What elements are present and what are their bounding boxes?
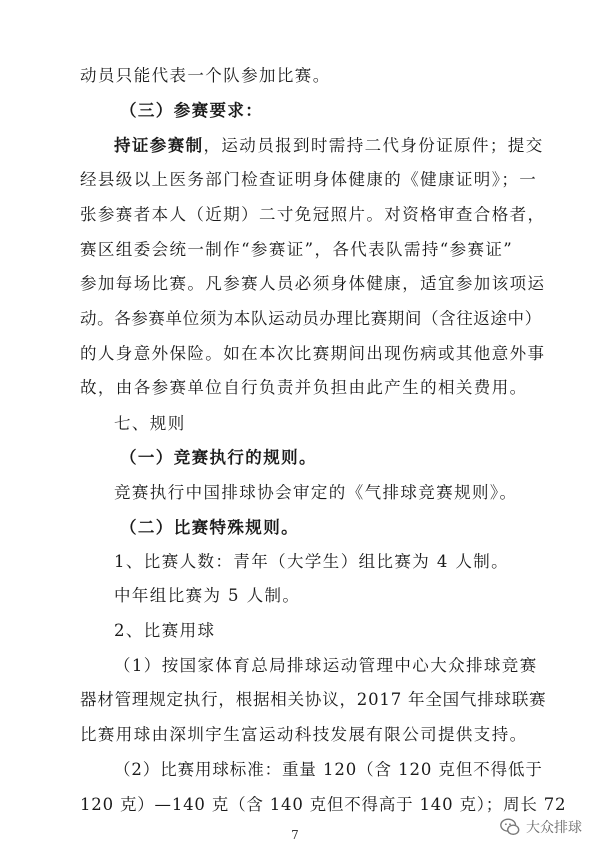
- paragraph-line: [114, 136, 544, 156]
- page-number: 7: [291, 828, 299, 842]
- paragraph-line: 120 克）—140 克（含 140 克但不得高于 140 克）；周长 72: [80, 795, 567, 814]
- bold-term: 持证参赛制: [114, 136, 204, 155]
- paragraph-line: 动。各参赛单位须为本队运动员办理比赛期间（含往返途中）: [80, 309, 542, 328]
- paragraph-line: 器材管理规定执行，根据相关协议，2017 年全国气排球联赛: [80, 690, 547, 709]
- paragraph-text: ，运动员报到时需持二代身份证原件；提交: [203, 136, 544, 155]
- section-heading: （三）参赛要求：: [120, 101, 264, 120]
- paragraph-line: （1）按国家体育总局排球运动管理中心大众排球竞赛: [114, 656, 538, 675]
- paragraph-line: （2）比赛用球标准：重量 120（含 120 克但不得低于: [114, 760, 543, 779]
- paragraph-line: 比赛用球由深圳宇生富运动科技发展有限公司提供支持。: [80, 725, 528, 744]
- paragraph-line: 经县级以上医务部门检查证明身体健康的《健康证明》；一: [80, 170, 538, 189]
- paragraph-line: 故，由各参赛单位自行负责并负担由此产生的相关费用。: [80, 378, 528, 397]
- wechat-icon: [499, 816, 521, 838]
- paragraph-line: 张参赛者本人（近期）二寸免冠照片。对资格审查合格者，: [80, 205, 546, 224]
- paragraph-line: 2、比赛用球: [114, 621, 216, 640]
- paragraph-line: 参加每场比赛。凡参赛人员必须身体健康，适宜参加该项运: [80, 274, 546, 293]
- paragraph-line: 中年组比赛为 5 人制。: [114, 586, 301, 605]
- paragraph-line: 赛区组委会统一制作“参赛证”，各代表队需持“参赛证”: [80, 240, 514, 259]
- subsection-heading: （一）竞赛执行的规则。: [120, 448, 317, 467]
- watermark-text: 大众排球: [526, 820, 582, 836]
- paragraph-line: 的人身意外保险。如在本次比赛期间出现伤病或其他意外事: [80, 344, 546, 363]
- paragraph-line: 竞赛执行中国排球协会审定的《气排球竞赛规则》。: [114, 483, 518, 502]
- paragraph-line: 1、比赛人数：青年（大学生）组比赛为 4 人制。: [114, 552, 510, 571]
- paragraph-line: 动员只能代表一个队参加比赛。: [80, 66, 331, 85]
- watermark: [499, 816, 582, 838]
- subsection-heading: （二）比赛特殊规则。: [120, 518, 299, 537]
- section-heading: 七、规则: [114, 414, 186, 433]
